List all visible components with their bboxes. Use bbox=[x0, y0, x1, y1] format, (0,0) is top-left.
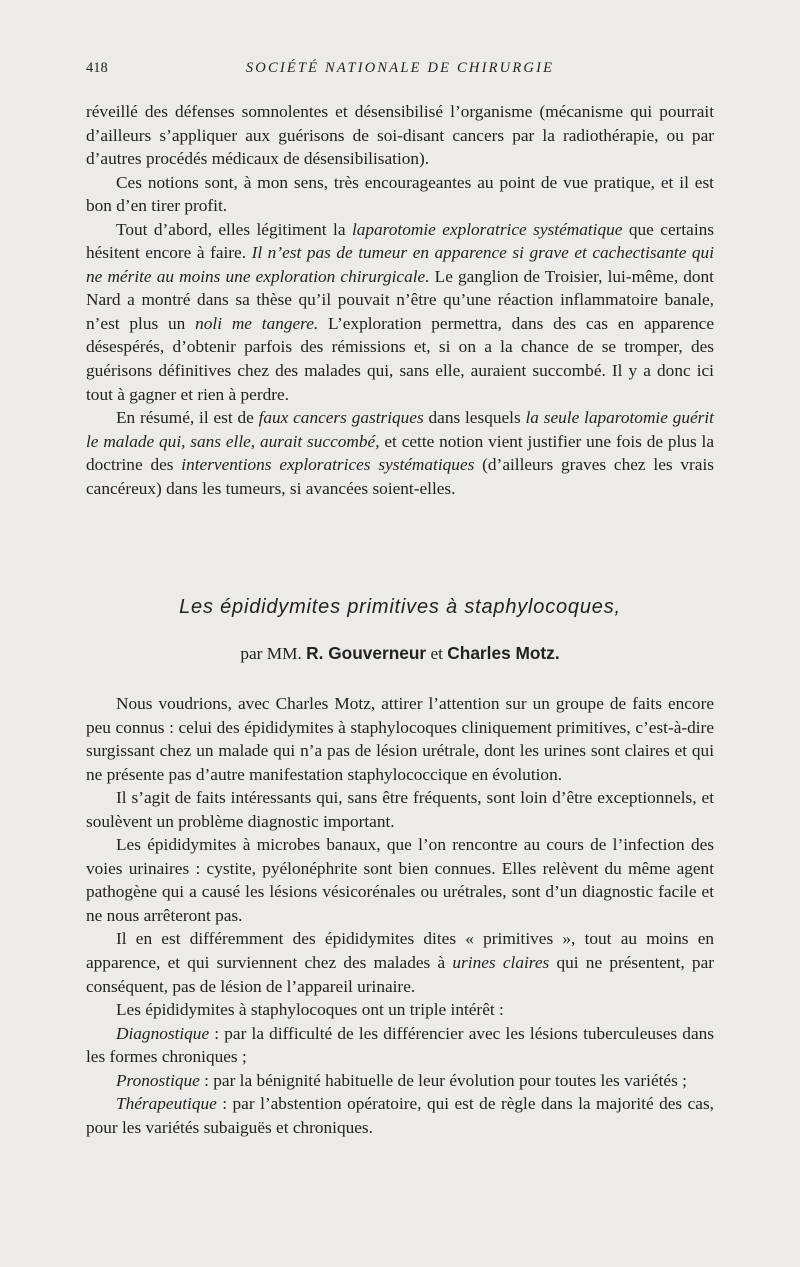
emphasis: urines claires bbox=[452, 953, 550, 973]
emphasis: noli me tangere. bbox=[195, 313, 319, 333]
paragraph: Tout d’abord, elles légitiment la laparotomie exploratrice systématique que certains hésitent encore à faire. Il n’est pas de tumeur en apparence si grave et cachectisante qui ne mérite au moins une exploration chirurgicale. Le ganglion de Troisier, lui-même, dont Nard a montré dans sa thèse qu’il pouvait n’être qu’une réaction inflammatoire banale, n’est plus un noli me tangere. L’exploration permettra, dans des cas en apparence désespérés, d’obtenir parfois des rémissions et, si on a la chance de se tromper, des guérisons définitives chez des malades qui, sans elle, auraient succombé. Il y a donc ici tout à gagner et rien à perdre. bbox=[86, 219, 715, 404]
emphasis: la seule laparotomie guérit le malade qui, sans elle, aurait succombé, bbox=[86, 408, 714, 451]
emphasis: Thérapeutique bbox=[116, 1094, 217, 1114]
emphasis: laparotomie exploratrice systématique bbox=[351, 219, 623, 239]
paragraph: Il en est différemment des épididymites dites « primitives », tout au moins en apparence, et qui surviennent chez des malades à urines claires qui ne présentent, par conséquent, pas de lésion de l’appareil urinaire. bbox=[86, 929, 714, 996]
article-title: Les épididymites primitives à staphylocoques, bbox=[179, 596, 621, 618]
paragraph: En résumé, il est de faux cancers gastriques dans lesquels la seule laparotomie guérit le malade qui, sans elle, aurait succombé, et cette notion vient justifier une fois de plus la doctrine des interventions exploratrices systématiques (d’ailleurs graves chez les vrais cancéreux) dans les tumeurs, si avancées soient-elles. bbox=[86, 408, 714, 498]
page-number: 418 bbox=[86, 60, 108, 76]
paragraph: Thérapeutique : par l’abstention opératoire, qui est de règle dans la majorité des cas, pour les variétés subaiguës et chroniques. bbox=[86, 1094, 714, 1137]
paragraph: Nous voudrions, avec Charles Motz, attirer l’attention sur un groupe de faits encore peu connus : celui des épididymites à staphylocoques cliniquement primitives, c’est-à-dire surgissant chez un malade qui n’a pas de lésion urétrale, dont les urines sont claires et qui ne présente pas d’autre manifestation staphylococcique en évolution. bbox=[86, 694, 714, 784]
paragraph: Il s’agit de faits intéressants qui, sans être fréquents, sont loin d’être exceptionnels, et soulèvent un problème diagnostic important. bbox=[86, 788, 714, 831]
paragraph: Diagnostique : par la difficulté de les différencier avec les lésions tuberculeuses dans les formes chroniques ; bbox=[86, 1023, 714, 1067]
running-header bbox=[86, 60, 714, 84]
paragraph: réveillé des défenses somnolentes et désensibilisé l’organisme (mécanisme qui pourrait d’ailleurs s’appliquer aux guérisons de soi-disant cancers par la radiothérapie, ou par d’autres procédés médicaux de désensibilisation). bbox=[86, 102, 714, 169]
running-title: SOCIÉTÉ NATIONALE DE CHIRURGIE bbox=[245, 60, 555, 76]
paragraph: Ces notions sont, à mon sens, très encourageantes au point de vue pratique, et il est bon d’en tirer profit. bbox=[86, 172, 714, 216]
article-body bbox=[86, 692, 714, 1139]
paragraph: Les épididymites à microbes banaux, que l’on rencontre au cours de l’infection des voies urinaires : cystite, pyélonéphrite sont bien connues. Elles relèvent du même agent pathogène qui a causé les lésions vésicorénales ou urétrales, sont d’un diagnostic facile et ne nous arrêteront pas. bbox=[86, 835, 714, 925]
emphasis: Diagnostique bbox=[116, 1023, 210, 1043]
emphasis: Il n’est pas de tumeur en apparence si grave et cachectisante qui ne mérite au moins une exploration chirurgicale. bbox=[86, 243, 714, 286]
paragraph: Pronostique : par la bénignité habituelle de leur évolution pour toutes les variétés ; bbox=[116, 1070, 687, 1090]
previous-article-text bbox=[86, 100, 714, 500]
emphasis: interventions exploratrices systématiques bbox=[181, 455, 475, 475]
author-name: Charles Motz. bbox=[447, 643, 560, 663]
paragraph: Les épididymites à staphylocoques ont un triple intérêt : bbox=[116, 1000, 504, 1020]
author-name: R. Gouverneur bbox=[306, 643, 427, 663]
emphasis: faux cancers gastriques bbox=[258, 408, 424, 428]
byline: par MM. R. Gouverneur et Charles Motz. bbox=[240, 643, 560, 663]
emphasis: Pronostique bbox=[116, 1070, 200, 1090]
